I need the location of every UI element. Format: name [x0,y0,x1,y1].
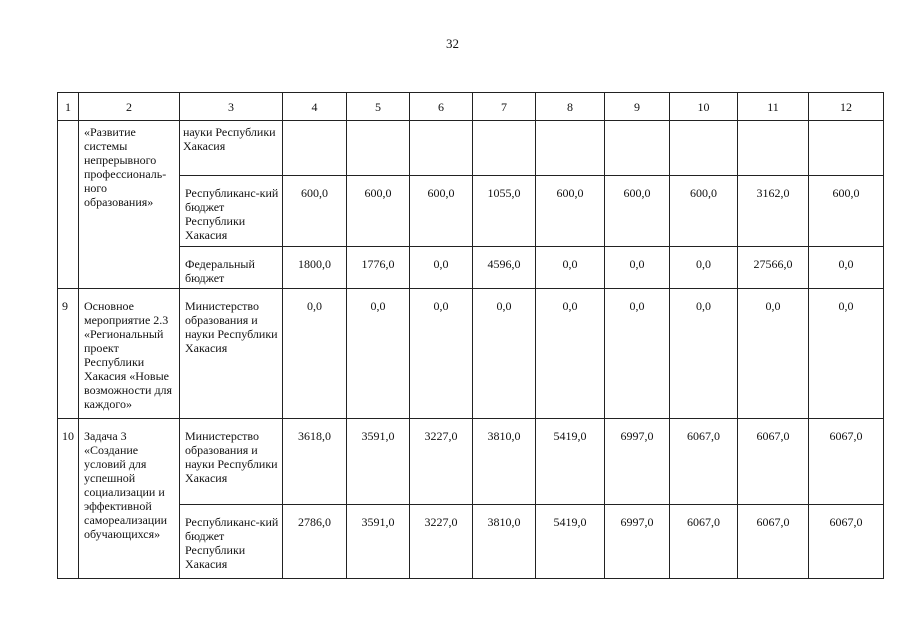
table-row [58,505,884,579]
value-cell: 6067,0 [809,419,884,505]
value-cell: 6997,0 [605,419,670,505]
measure-name: Задача 3 «Создание условий для успешной социализации и эффективной самореализации обучающихся» [79,419,180,579]
value-cell: 3618,0 [283,419,347,505]
value-cell: 600,0 [410,176,473,247]
value-cell: 600,0 [670,176,738,247]
value-cell [473,121,536,176]
value-cell: 600,0 [347,176,410,247]
value-cell: 3810,0 [473,505,536,579]
value-cell: 600,0 [283,176,347,247]
page-number: 32 [446,36,459,51]
value-cell: 4596,0 [473,247,536,289]
header-cell: 11 [738,93,809,121]
value-cell: 27566,0 [738,247,809,289]
value-cell: 5419,0 [536,505,605,579]
value-cell [809,121,884,176]
measure-name: Основное мероприятие 2.3 «Региональный проект Республики Хакасия «Новые возможности для каждого» [79,289,180,419]
value-cell: 3810,0 [473,419,536,505]
executor: Республиканс-кий бюджет Республики Хакасия [180,176,283,247]
value-cell: 6067,0 [738,419,809,505]
executor: Республиканс-кий бюджет Республики Хакасия [180,505,283,579]
value-cell [605,121,670,176]
executor: Министерство образования и науки Республики Хакасия [180,419,283,505]
value-cell: 5419,0 [536,419,605,505]
value-cell: 1800,0 [283,247,347,289]
value-cell: 0,0 [670,247,738,289]
value-cell: 6067,0 [670,505,738,579]
value-cell: 3227,0 [410,419,473,505]
value-cell: 0,0 [670,289,738,419]
row-number [58,121,79,289]
value-cell: 1776,0 [347,247,410,289]
value-cell [347,121,410,176]
header-cell: 8 [536,93,605,121]
value-cell: 0,0 [347,289,410,419]
header-cell: 6 [410,93,473,121]
value-cell: 6997,0 [605,505,670,579]
column-number-header-row [58,93,884,121]
value-cell: 0,0 [283,289,347,419]
budget-table [57,92,884,579]
value-cell: 600,0 [809,176,884,247]
header-cell: 4 [283,93,347,121]
table-row [58,419,884,505]
value-cell: 3591,0 [347,419,410,505]
value-cell: 3162,0 [738,176,809,247]
row-number: 9 [58,289,79,419]
value-cell: 6067,0 [670,419,738,505]
value-cell: 3591,0 [347,505,410,579]
header-cell: 3 [180,93,283,121]
value-cell: 0,0 [605,247,670,289]
value-cell [536,121,605,176]
value-cell [283,121,347,176]
header-cell: 9 [605,93,670,121]
header-cell: 10 [670,93,738,121]
value-cell: 3227,0 [410,505,473,579]
measure-name: «Развитие системы непрерывного профессиональ-ного образования» [79,121,180,289]
value-cell [738,121,809,176]
table-row [58,289,884,419]
executor: науки Республики Хакасия [180,121,283,176]
value-cell: 0,0 [738,289,809,419]
value-cell: 6067,0 [809,505,884,579]
value-cell [670,121,738,176]
value-cell: 6067,0 [738,505,809,579]
header-cell: 5 [347,93,410,121]
value-cell: 0,0 [410,289,473,419]
value-cell: 0,0 [605,289,670,419]
header-cell: 12 [809,93,884,121]
value-cell: 0,0 [809,289,884,419]
value-cell: 600,0 [536,176,605,247]
value-cell: 0,0 [809,247,884,289]
table-row [58,247,884,289]
header-cell: 7 [473,93,536,121]
value-cell [410,121,473,176]
executor: Министерство образования и науки Республики Хакасия [180,289,283,419]
value-cell: 600,0 [605,176,670,247]
value-cell: 2786,0 [283,505,347,579]
value-cell: 0,0 [536,247,605,289]
row-number: 10 [58,419,79,579]
table-row [58,176,884,247]
value-cell: 0,0 [410,247,473,289]
table-row [58,121,884,176]
value-cell: 0,0 [473,289,536,419]
value-cell: 1055,0 [473,176,536,247]
header-cell: 1 [58,93,79,121]
executor: Федеральный бюджет [180,247,283,289]
header-cell: 2 [79,93,180,121]
value-cell: 0,0 [536,289,605,419]
